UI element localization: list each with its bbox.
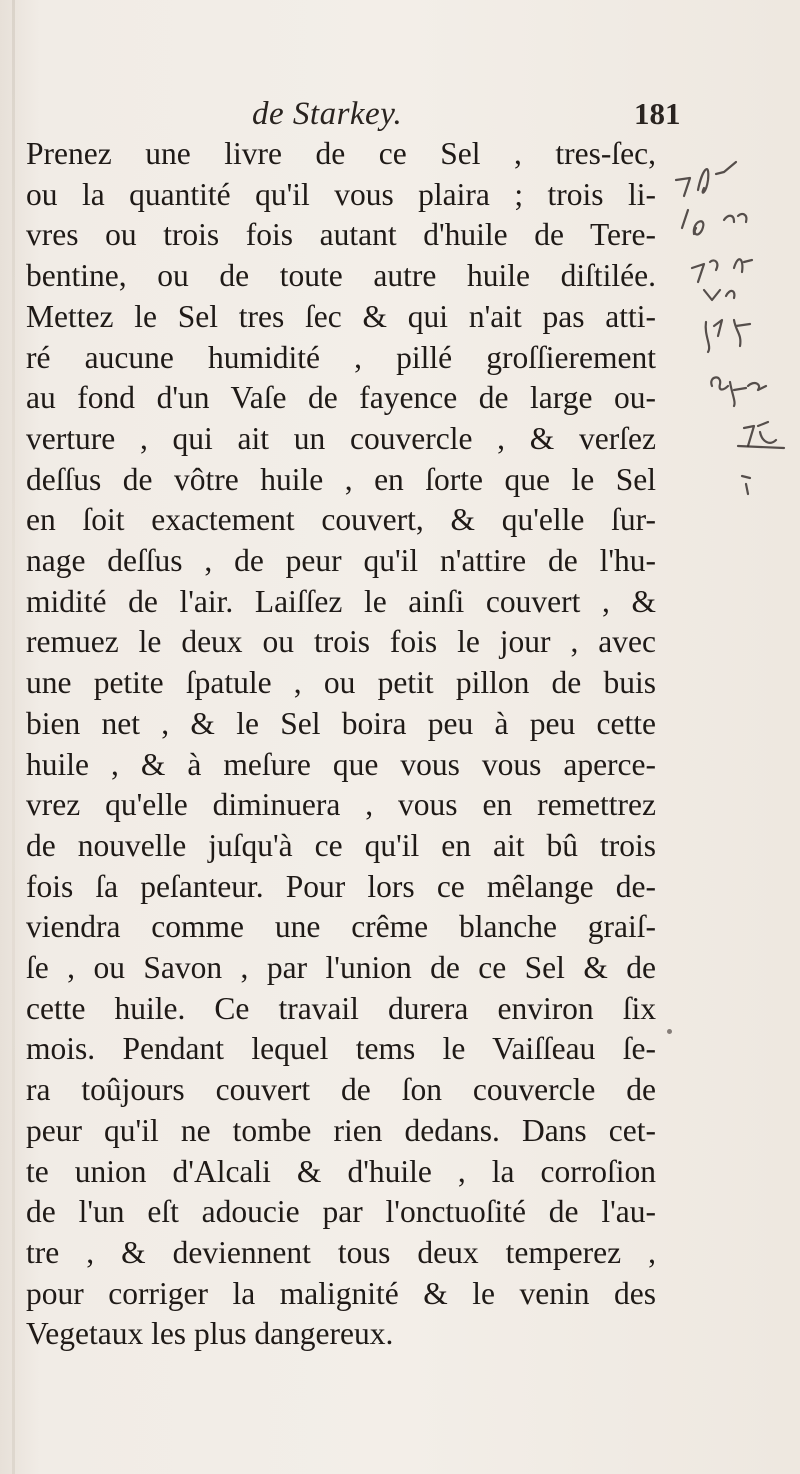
text-line: peur qu'il ne tombe rien dedans. Dans cet- bbox=[26, 1112, 656, 1148]
text-line: viendra comme une crême blanche graiſ- bbox=[26, 909, 656, 945]
text-line: huile , & à meſure que vous vous aperce- bbox=[26, 746, 656, 782]
text-line: vrez qu'elle diminuera , vous en remettrez bbox=[26, 787, 656, 823]
text-line: remuez le deux ou trois fois le jour , avec bbox=[26, 624, 656, 660]
text-line: midité de l'air. Laiſſez le ainſi couvert , & bbox=[26, 583, 656, 619]
text-line: nage deſſus , de peur qu'il n'attire de l'hu- bbox=[26, 543, 656, 579]
text-line: ſe , ou Savon , par l'union de ce Sel & de bbox=[26, 950, 656, 986]
text-line: Prenez une livre de ce Sel , tres-ſec, bbox=[26, 136, 656, 171]
text-line: de nouvelle juſqu'à ce qu'il en ait bû trois bbox=[26, 827, 656, 863]
text-line: pour corriger la malignité & le venin des bbox=[26, 1275, 656, 1311]
page-number: 181 bbox=[634, 96, 681, 131]
text-line: vres ou trois fois autant d'huile de Tere- bbox=[26, 217, 656, 253]
text-line: une petite ſpatule , ou petit pillon de buis bbox=[26, 665, 656, 701]
page-header bbox=[0, 96, 800, 136]
text-line: en ſoit exactement couvert, & qu'elle ſur- bbox=[26, 502, 656, 538]
text-line: au fond d'un Vaſe de fayence de large ou- bbox=[26, 380, 656, 416]
text-line: fois ſa peſanteur. Pour lors ce mêlange de- bbox=[26, 868, 656, 904]
text-line: bien net , & le Sel boira peu à peu cette bbox=[26, 705, 656, 741]
handwritten-marginalia-icon bbox=[664, 150, 794, 630]
text-line: bentine, ou de toute autre huile diſtilée. bbox=[26, 258, 656, 294]
ink-dot bbox=[667, 1029, 672, 1034]
text-line: verture , qui ait un couvercle , & verſez bbox=[26, 420, 656, 456]
text-line: tre , & deviennent tous deux temperez , bbox=[26, 1234, 656, 1270]
text-line: Vegetaux les plus dangereux. bbox=[26, 1316, 394, 1352]
page-gutter bbox=[12, 0, 15, 1474]
text-line: ou la quantité qu'il vous plaira ; trois li- bbox=[26, 176, 656, 212]
text-line: de l'un eſt adoucie par l'onctuoſité de l'au- bbox=[26, 1194, 656, 1230]
text-line: mois. Pendant lequel tems le Vaiſſeau ſe- bbox=[26, 1031, 656, 1067]
text-line: ré aucune humidité , pillé groſſierement bbox=[26, 339, 656, 375]
text-line: Mettez le Sel tres ſec & qui n'ait pas atti- bbox=[26, 298, 656, 334]
running-head: de Starkey. bbox=[252, 96, 403, 132]
text-line: te union d'Alcali & d'huile , la corroſion bbox=[26, 1153, 656, 1189]
text-line: cette huile. Ce travail durera environ ſix bbox=[26, 990, 656, 1026]
text-line: deſſus de vôtre huile , en ſorte que le Sel bbox=[26, 461, 656, 497]
text-line: ra toûjours couvert de ſon couvercle de bbox=[26, 1072, 656, 1108]
body-text bbox=[26, 134, 656, 1355]
